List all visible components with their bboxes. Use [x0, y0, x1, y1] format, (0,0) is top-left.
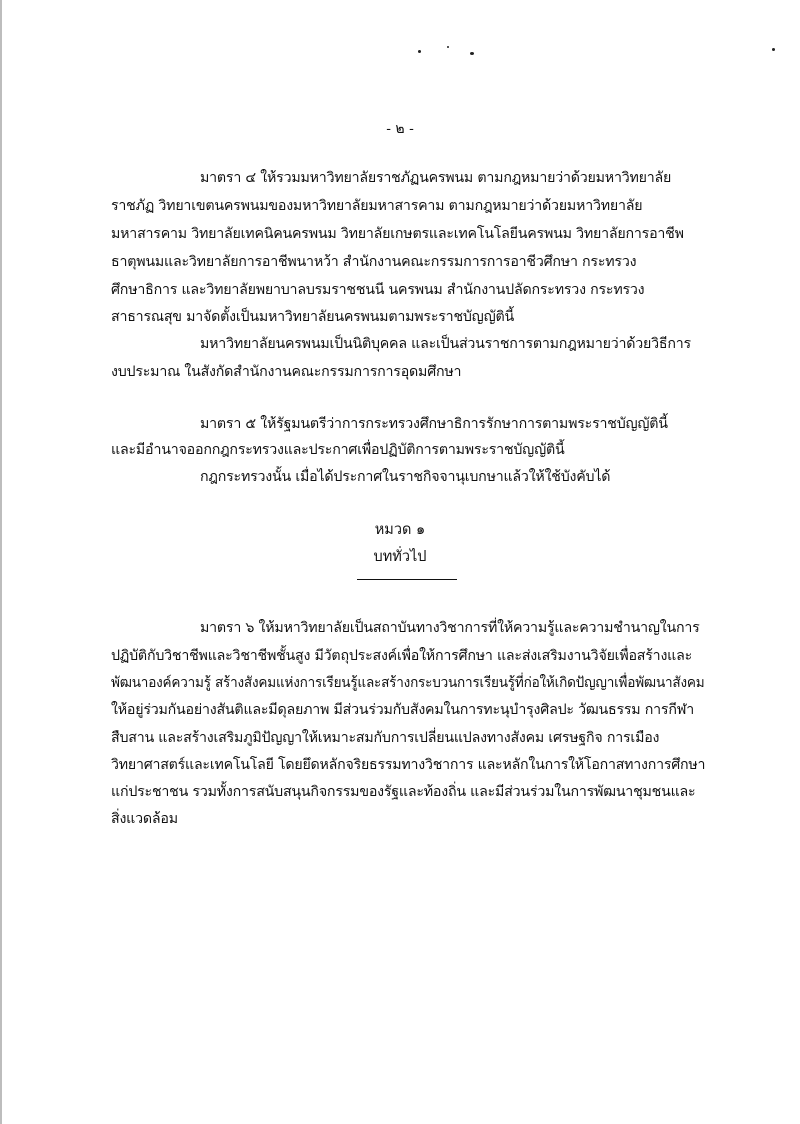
scan-speck: [470, 52, 474, 55]
section-5-line: มาตรา ๕ ให้รัฐมนตรีว่าการกระทรวงศึกษาธิการรักษาการตามพระราชบัญญัตินี้: [200, 416, 668, 432]
section-6-line: พัฒนาองค์ความรู้ สร้างสังคมแห่งการเรียนรู้และสร้างกระบวนการเรียนรู้ที่ก่อให้เกิดปัญญาเพื่อพัฒนาสังคม: [111, 675, 705, 691]
section-6-line: ปฏิบัติกับวิชาชีพและวิชาชีพชั้นสูง มีวัตถุประสงค์เพื่อให้การศึกษา และส่งเสริมงานวิจัยเพื่อสร้างและ: [111, 648, 693, 664]
scan-speck: [418, 50, 421, 53]
section-6-line: ให้อยู่ร่วมกันอย่างสันติและมีดุลยภาพ มีส่วนร่วมกับสังคมในการทะนุบำรุงศิลปะ วัฒนธรรม การกีฬา: [111, 702, 694, 718]
section-5-line: และมีอำนาจออกกฎกระทรวงและประกาศเพื่อปฏิบัติการตามพระราชบัญญัตินี้: [111, 442, 565, 458]
section-4-line: ราชภัฏ วิทยาเขตนครพนมของมหาวิทยาลัยมหาสารคาม ตามกฎหมายว่าด้วยมหาวิทยาลัย: [111, 198, 643, 214]
chapter-divider: [357, 579, 457, 580]
scan-speck: [447, 46, 449, 48]
section-5-line: กฎกระทรวงนั้น เมื่อได้ประกาศในราชกิจจานุเบกษาแล้วให้ใช้บังคับได้: [200, 469, 611, 485]
section-4-line: มหาสารคาม วิทยาลัยเทคนิคนครพนม วิทยาลัยเกษตรและเทคโนโลยีนครพนม วิทยาลัยการอาชีพ: [111, 226, 684, 242]
section-6-line: สืบสาน และสร้างเสริมภูมิปัญญาให้เหมาะสมกับการเปลี่ยนแปลงทางสังคม เศรษฐกิจ การเมือง: [111, 730, 660, 746]
section-4-line: มหาวิทยาลัยนครพนมเป็นนิติบุคคล และเป็นส่วนราชการตามกฎหมายว่าด้วยวิธีการ: [200, 336, 691, 352]
section-4-line: สาธารณสุข มาจัดตั้งเป็นมหาวิทยาลัยนครพนมตามพระราชบัญญัตินี้: [111, 309, 514, 325]
section-6-line: แก่ประชาชน รวมทั้งการสนับสนุนกิจกรรมของรัฐและท้องถิ่น และมีส่วนร่วมในการพัฒนาชุมชนและ: [111, 784, 696, 800]
section-6-line: สิ่งแวดล้อม: [111, 811, 178, 827]
section-4-line: มาตรา ๔ ให้รวมมหาวิทยาลัยราชภัฏนครพนม ตามกฎหมายว่าด้วยมหาวิทยาลัย: [200, 170, 672, 186]
section-6-line: วิทยาศาสตร์และเทคโนโลยี โดยยึดหลักจริยธรรมทางวิชาการ และหลักในการให้โอกาสทางการศึกษา: [111, 757, 706, 773]
page-number: - ๒ -: [386, 121, 414, 137]
chapter-number: หมวด ๑: [374, 522, 426, 538]
section-4-line: ธาตุพนมและวิทยาลัยการอาชีพนาหว้า สำนักงานคณะกรรมการการอาชีวศึกษา กระทรวง: [111, 254, 637, 270]
section-4-line: ศึกษาธิการ และวิทยาลัยพยาบาลบรมราชชนนี นครพนม สำนักงานปลัดกระทรวง กระทรวง: [111, 282, 645, 298]
section-6-line: มาตรา ๖ ให้มหาวิทยาลัยเป็นสถาบันทางวิชาการที่ให้ความรู้และความชำนาญในการ: [200, 620, 700, 636]
scan-speck: [772, 48, 775, 51]
chapter-title: บททั่วไป: [373, 549, 427, 565]
section-4-line: งบประมาณ ในสังกัดสำนักงานคณะกรรมการการอุดมศึกษา: [111, 364, 462, 380]
